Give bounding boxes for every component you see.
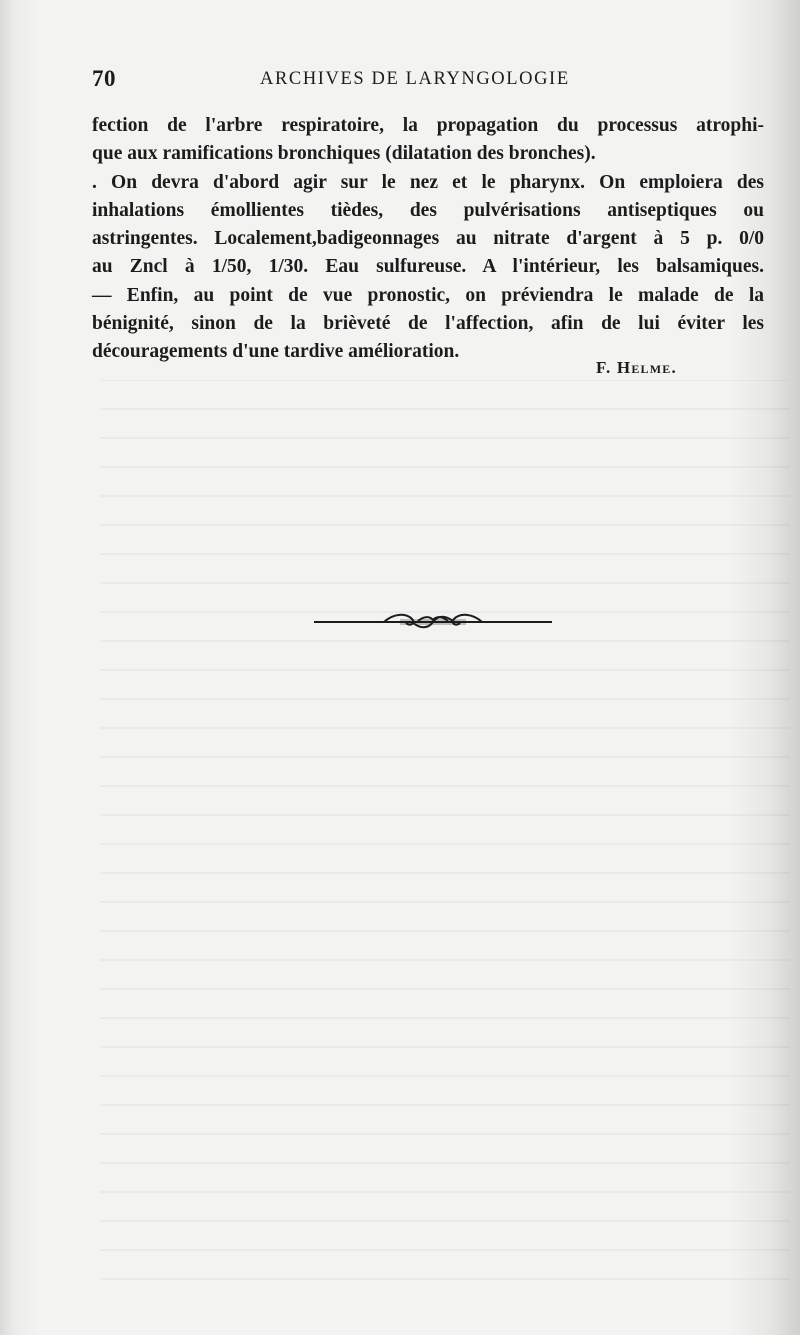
text-line: que aux ramifications bronchiques (dilatation des bronches). [92, 143, 596, 165]
page-number: 70 [92, 66, 116, 91]
text-line: — Enfin, au point de vue pronostic, on préviendra le malade de la [92, 284, 764, 306]
text-line: au Zncl à 1/50, 1/30. Eau sulfureuse. A l'intérieur, les balsamiques. [92, 256, 764, 278]
journal-title: ARCHIVES DE LARYNGOLOGIE [260, 69, 570, 89]
text-line: . On devra d'abord agir sur le nez et le pharynx. On emploiera des [92, 171, 764, 193]
text-line: inhalations émollientes tièdes, des pulvérisations antiseptiques ou [92, 199, 764, 221]
running-head [92, 66, 764, 96]
text-line: fection de l'arbre respiratoire, la propagation du processus atrophi- [92, 115, 764, 136]
text-line: bénignité, sinon de la brièveté de l'affection, afin de lui éviter les [92, 313, 764, 335]
text-line: découragements d'une tardive amélioration. [92, 341, 460, 363]
text-line: astringentes. Localement,badigeonnages au nitrate d'argent à 5 p. 0/0 [92, 228, 764, 250]
show-through-texture [100, 380, 790, 1280]
decorative-flourish-rule-icon [314, 607, 552, 637]
author-signature: F. Helme. [596, 358, 677, 377]
article-text [92, 112, 764, 367]
